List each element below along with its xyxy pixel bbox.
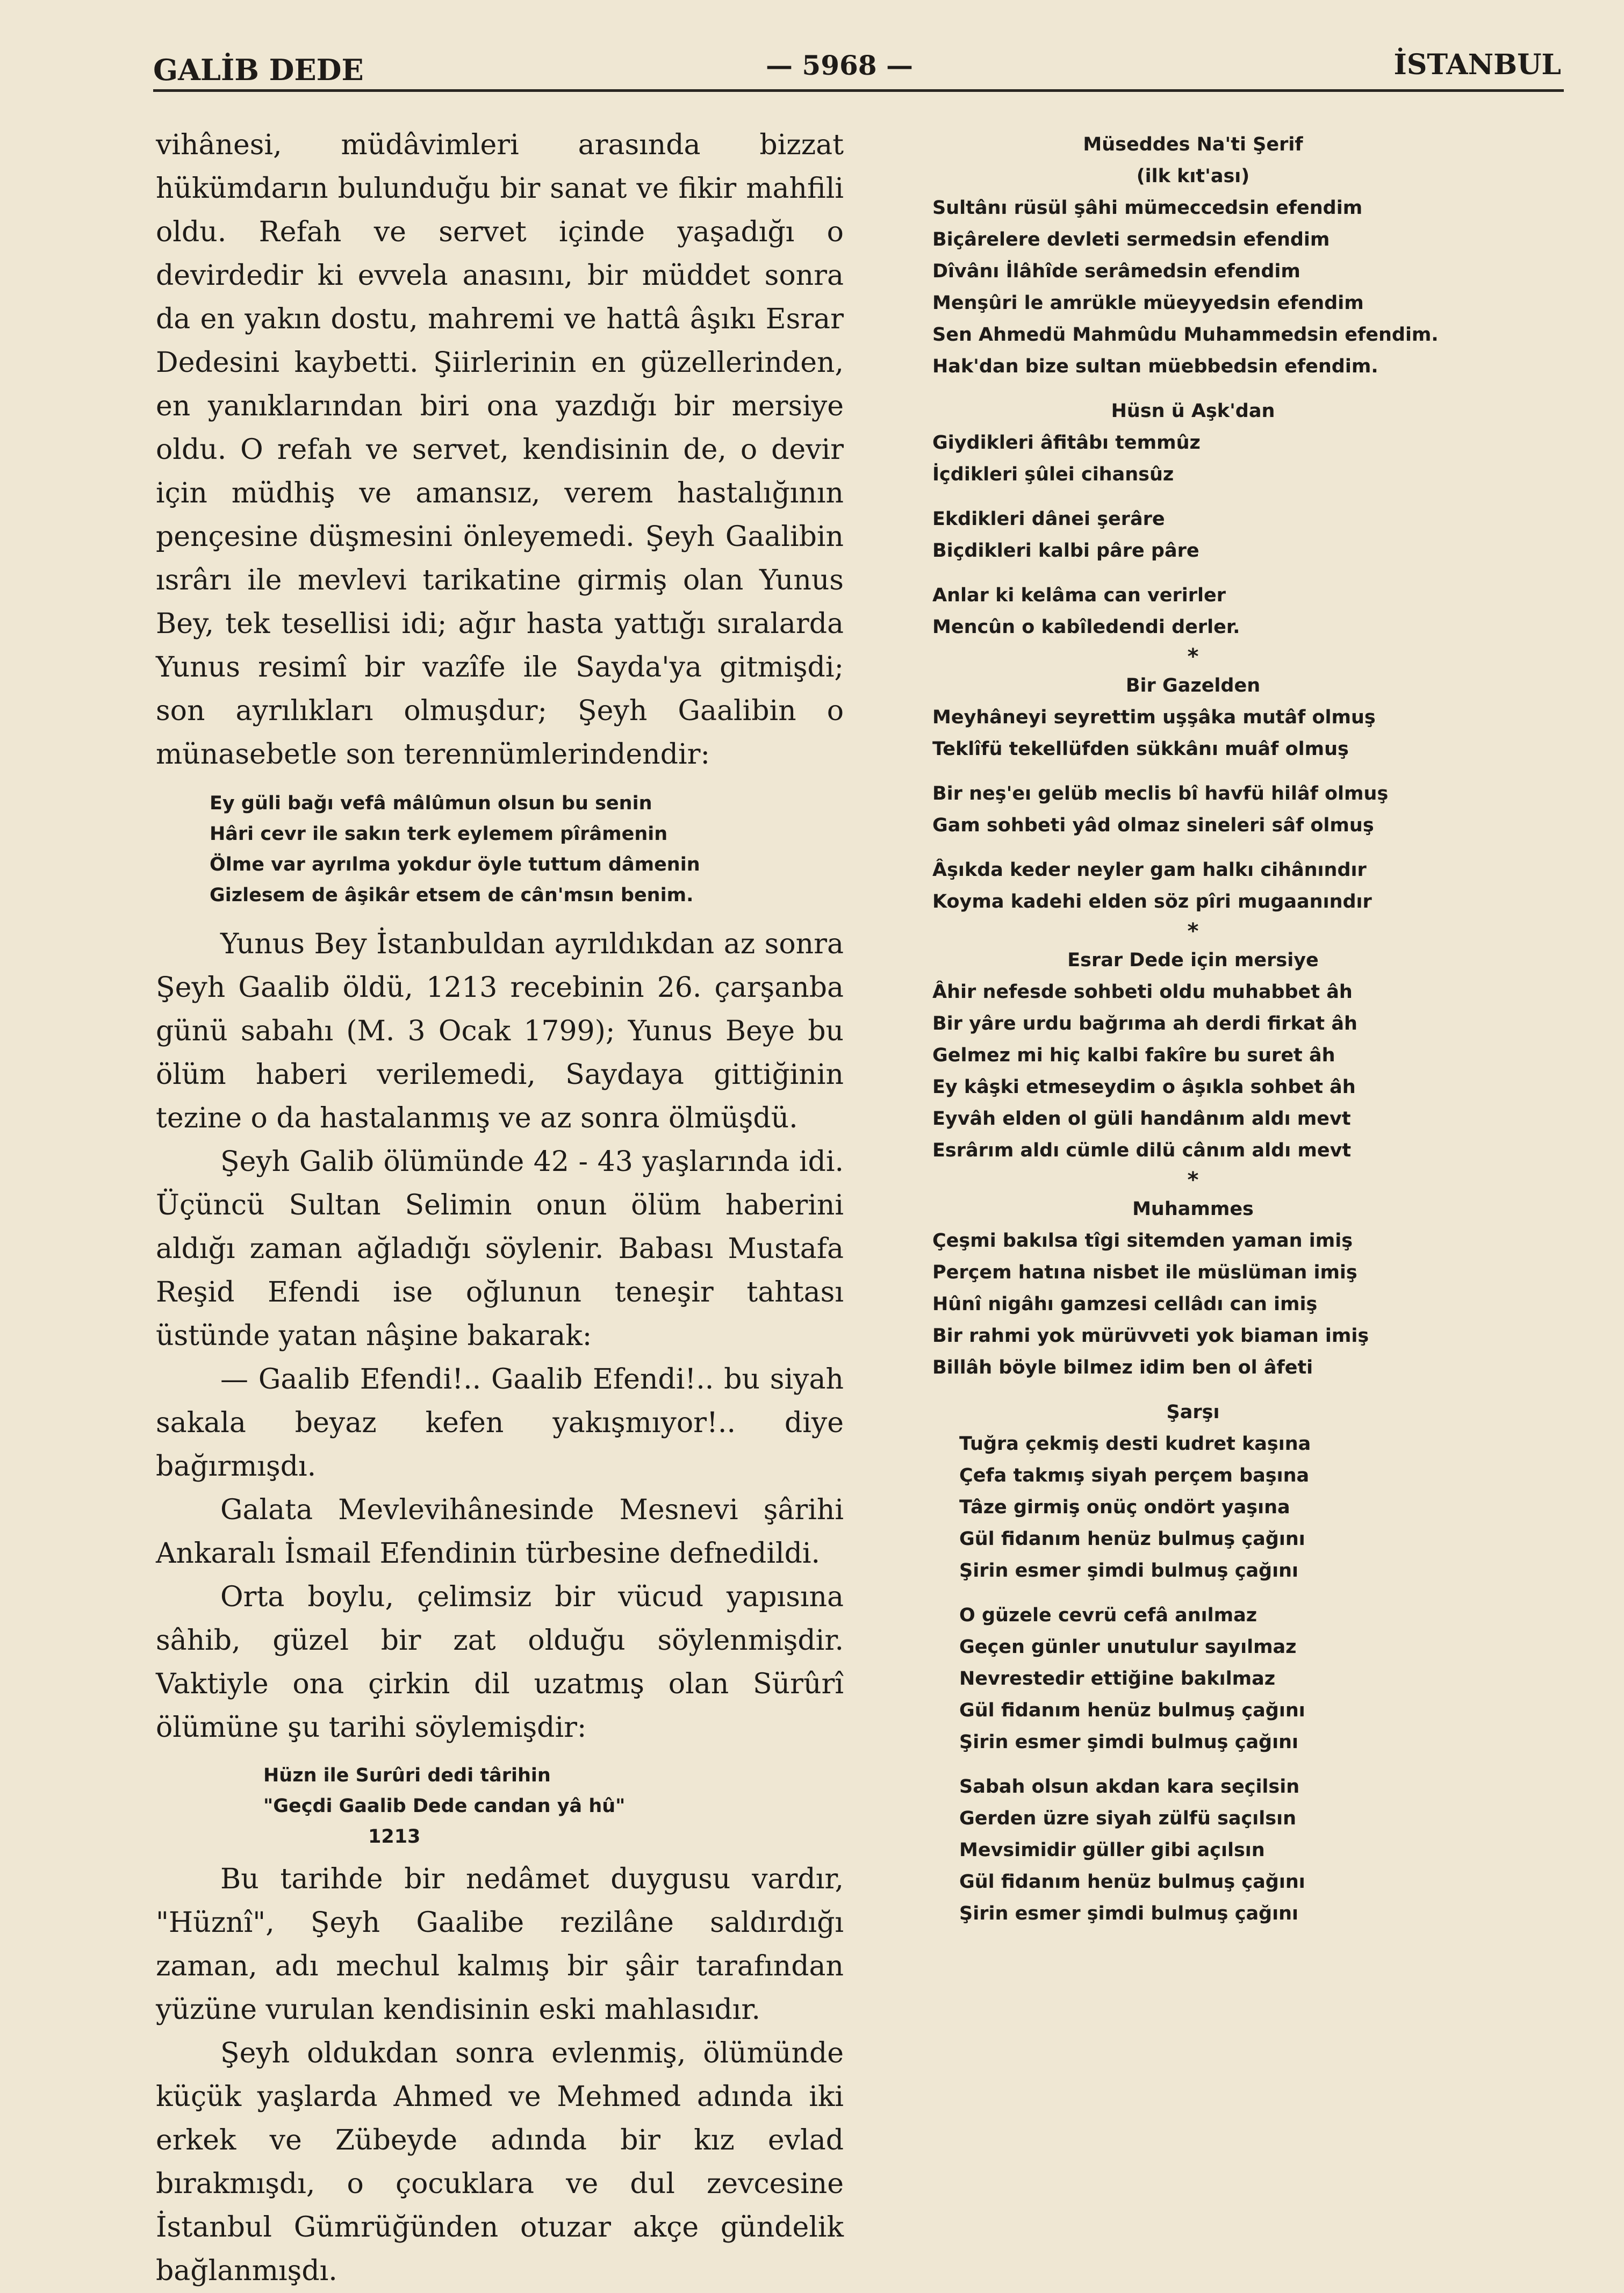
poem-line: Gül fidanım henüz bulmuş çağını [959, 1871, 1305, 1893]
poem-line: Gerden üzre siyah zülfü saçılsın [959, 1808, 1297, 1829]
poem-line: Gül fidanım henüz bulmuş çağını [959, 1700, 1305, 1721]
poem-stanza [932, 192, 1572, 383]
poem-line: Menşûri le amrükle müeyyedsin efendim [932, 292, 1364, 314]
poem-line: Şirin esmer şimdi bulmuş çağını [959, 1560, 1299, 1582]
poem-stanza [932, 702, 1572, 765]
poem-line: Bir yâre urdu bağrıma ah derdi firkat âh [932, 1013, 1357, 1034]
page-number: — 5968 — [766, 49, 913, 81]
paragraph: Şeyh Galib ölümünde 42 - 43 yaşlarında idi. Üçüncü Sultan Selimin onun ölüm haberini aldığı zaman ağladığı söylenir. Babası Mustafa Reşid Efendi ise oğlunun teneşir tahtası üstünde yatan nâşine bakarak: [156, 1146, 844, 1352]
poem-line: Anlar ki kelâma can verirler [932, 585, 1226, 606]
poem-title: Şarşı [1166, 1401, 1220, 1423]
poem-year: 1213 [368, 1826, 421, 1848]
poem-title: Müseddes Na'ti Şerif [1083, 134, 1303, 155]
right-column [932, 129, 1572, 1930]
poem-line: Sen Ahmedü Mahmûdu Muhammedsin efendim. [932, 324, 1439, 346]
poem-line: Bir neş'eı gelüb meclis bî havfü hilâf olmuş [932, 783, 1389, 804]
page-header [153, 43, 1561, 94]
poem-line: Eyvâh elden ol güli handânım aldı mevt [932, 1108, 1351, 1130]
poem-line: Ekdikleri dânei şerâre [932, 508, 1165, 530]
paragraph: vihânesi, müdâvimleri arasında bizzat hükümdarın bulunduğu bir sanat ve fikir mahfili oldu. Refah ve servet içinde yaşadığı o devirdedir ki evvela anasını, bir müddet sonra da en yakın dostu, mahremi ve hattâ âşıkı Esrar Dedesini kaybetti. Şiirlerinin en güzellerinden, en yanıklarından biri ona yazdığı bir mersiye oldu. O refah ve servet, kendisinin de, o devir için müdhiş ve amansız, verem hastalığının pençesine düşmesini önleyemedi. Şeyh Gaalibin ısrârı ile mevlevi tarikatine girmiş olan Yunus Bey, tek tesellisi idi; ağır hasta yattığı sıralarda Yunus resimî bir vazîfe ile Sayda'ya gitmişdi; son ayrılıkları olmuşdur; Şeyh Gaalibin o münasebetle son terennümlerindendir: [156, 129, 844, 771]
section-divider: * [1187, 919, 1199, 944]
poem-stanza [932, 1771, 1572, 1930]
paragraph: Şeyh oldukdan sonra evlenmiş, ölümünde küçük yaşlarda Ahmed ve Mehmed adında iki erkek ve Zübeyde adında bir kız evlad bırakmışdı, o çocuklara ve dul zevcesine İstanbul Gümrüğünden otuzar akçe gündelik bağlanmışdı. [156, 2037, 844, 2287]
poem-line: Âhir nefesde sohbeti oldu muhabbet âh [932, 981, 1353, 1003]
poem-line: Teklîfü tekellüfden sükkânı muâf olmuş [932, 738, 1349, 760]
poem-line: Sabah olsun akdan kara seçilsin [959, 1776, 1300, 1798]
paragraph: — Gaalib Efendi!.. Gaalib Efendi!.. bu siyah sakala beyaz kefen yakışmıyor!.. diye bağırmışdı. [156, 1363, 844, 1483]
poem-line: Hak'dan bize sultan müebbedsin efendim. [932, 356, 1378, 377]
poem-line: O güzele cevrü cefâ anılmaz [959, 1605, 1257, 1626]
poem-line: Mencûn o kabîledendi derler. [932, 616, 1240, 638]
poem-stanza [932, 504, 1572, 567]
poem-line: Âşıkda keder neyler gam halkı cihânındır [932, 859, 1367, 881]
poem-line: Ey kâşki etmeseydim o âşıkla sohbet âh [932, 1076, 1356, 1098]
poem-line: Mevsimidir güller gibi açılsın [959, 1839, 1265, 1861]
poem-line: Gelmez mi hiç kalbi fakîre bu suret âh [932, 1045, 1335, 1066]
poem-line: Bir rahmi yok mürüvveti yok biaman imiş [932, 1325, 1369, 1347]
section-divider: * [1187, 644, 1199, 669]
poem-stanza [932, 427, 1572, 491]
section-divider: * [1187, 1168, 1199, 1192]
poem-line: Sultânı rüsül şâhi mümeccedsin efendim [932, 197, 1363, 219]
poem-stanza [932, 1225, 1572, 1384]
header-section-title: GALİB DEDE [153, 53, 364, 87]
poem-stanza [932, 1428, 1572, 1587]
header-rule [153, 89, 1564, 92]
poem-stanza [932, 580, 1572, 643]
poem-line: Giydikleri âfitâbı temmûz [932, 432, 1201, 454]
poem-line: İçdikleri şûlei cihansûz [932, 464, 1174, 485]
left-column [156, 124, 844, 2293]
poem-subtitle: (ilk kıt'ası) [1136, 166, 1250, 187]
poem-line: Billâh böyle bilmez idim ben ol âfeti [932, 1357, 1313, 1378]
poem-line: Ey güli bağı vefâ mâlûmun olsun bu senin [210, 793, 652, 814]
poem-line: Şirin esmer şimdi bulmuş çağını [959, 1903, 1299, 1924]
paragraph: Galata Mevlevihânesinde Mesnevi şârihi Ankaralı İsmail Efendinin türbesine defnedildi. [156, 1494, 844, 1570]
poem-line: Hûnî nigâhı gamzesi cellâdı can imiş [932, 1293, 1318, 1315]
poem-title: Esrar Dede için mersiye [1067, 950, 1319, 971]
poem-line: Tuğra çekmiş desti kudret kaşına [959, 1433, 1311, 1455]
poem-quatrain [156, 788, 844, 911]
poem-line: Şirin esmer şimdi bulmuş çağını [959, 1731, 1299, 1753]
poem-line: Nevrestedir ettiğine bakılmaz [959, 1668, 1276, 1690]
poem-line: Çeşmi bakılsa tîgi sitemden yaman imiş [932, 1230, 1353, 1252]
poem-title: Muhammes [1132, 1198, 1254, 1220]
poem-line: "Geçdi Gaalib Dede candan yâ hû" [263, 1795, 626, 1817]
poem-line: Ölme var ayrılma yokdur öyle tuttum dâmenin [210, 854, 700, 875]
tarih-couplet [156, 1760, 844, 1852]
paragraph: Orta boylu, çelimsiz bir vücud yapısına sâhib, güzel bir zat olduğu söylenmişdir. Vaktiyle ona çirkin dil uzatmış olan Sürûrî ölümüne şu tarihi söylemişdir: [156, 1581, 844, 1744]
poem-line: Dîvânı İlâhîde serâmedsin efendim [932, 261, 1300, 282]
poem-line: Biçârelere devleti sermedsin efendim [932, 229, 1330, 250]
poem-title: Hüsn ü Aşk'dan [1111, 400, 1275, 422]
poem-stanza [932, 778, 1572, 842]
paragraph: Yunus Bey İstanbuldan ayrıldıkdan az sonra Şeyh Gaalib öldü, 1213 recebinin 26. çarşanba günü sabahı (M. 3 Ocak 1799); Yunus Beye bu ölüm haberi verilemedi, Saydaya gittiğinin tezine o da hastalanmış ve az sonra ölmüşdü. [156, 928, 844, 1134]
poem-stanza [932, 1600, 1572, 1758]
poem-line: Gam sohbeti yâd olmaz sineleri sâf olmuş [932, 815, 1374, 836]
header-publication: İSTANBUL [1393, 48, 1561, 81]
poem-title: Bir Gazelden [1125, 675, 1261, 696]
poem-line: Çefa takmış siyah perçem başına [959, 1465, 1310, 1486]
poem-line: Gül fidanım henüz bulmuş çağını [959, 1528, 1305, 1550]
poem-line: Koyma kadehi elden söz pîri mugaanındır [932, 891, 1372, 912]
poem-stanza [932, 976, 1572, 1167]
poem-line: Geçen günler unutulur sayılmaz [959, 1636, 1297, 1658]
poem-line: Perçem hatına nisbet ile müslüman imiş [932, 1262, 1357, 1283]
poem-line: Biçdikleri kalbi pâre pâre [932, 540, 1199, 562]
paragraph: Bu tarihde bir nedâmet duygusu vardır, "Hüznî", Şeyh Gaalibe rezilâne saldırdığı zaman, adı mechul kalmış bir şâir tarafından yüzüne vurulan kendisinin eski mahlasıdır. [156, 1863, 844, 2026]
poem-stanza [932, 854, 1572, 918]
poem-line: Gizlesem de âşikâr etsem de cân'msın benim. [210, 885, 694, 906]
poem-line: Meyhâneyi seyrettim uşşâka mutâf olmuş [932, 707, 1376, 728]
poem-line: Tâze girmiş onüç ondört yaşına [959, 1497, 1290, 1518]
poem-line: Esrârım aldı cümle dilü cânım aldı mevt [932, 1140, 1352, 1161]
poem-line: Hüzn ile Surûri dedi târihin [263, 1765, 551, 1786]
poem-line: Hâri cevr ile sakın terk eylemem pîrâmenin [210, 823, 668, 845]
